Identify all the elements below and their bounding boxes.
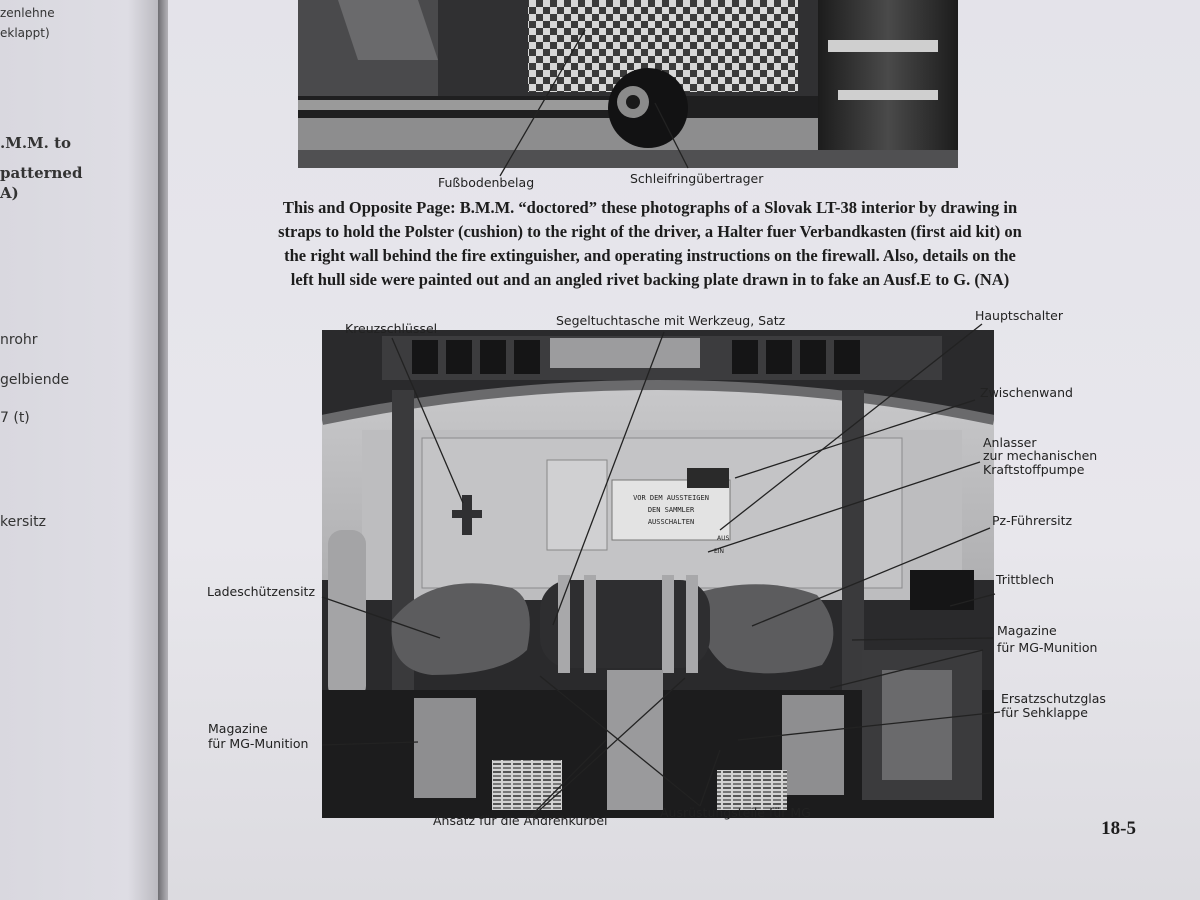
label-ersatzschutzglas-2: für Sehklappe — [1001, 705, 1088, 720]
left-fragment: .M.M. to — [0, 134, 72, 152]
switch-label: AUS — [717, 535, 730, 542]
label-magazine-right-1: Magazine — [997, 623, 1057, 638]
label-anlasser-line3: Kraftstoffpumpe — [983, 462, 1085, 477]
caption-line: left hull side were painted out and an angled rivet backing plate drawn in to fake an Ausf.E to G. (NA) — [290, 270, 1010, 289]
label-kreuzschluessel: Kreuzschlüssel — [345, 321, 438, 336]
label-anlasser-line1: Anlasser — [983, 435, 1037, 450]
label-magazine-left-2: für MG-Munition — [208, 736, 309, 751]
left-fragment: zenlehne — [0, 6, 55, 20]
label-segeltuchtasche: Segeltuchtasche mit Werkzeug, Satz — [556, 313, 786, 328]
switch-label: EIN — [714, 548, 725, 555]
left-fragment: patterned — [0, 164, 83, 182]
label-pz-fuehrersitz: Pz-Führersitz — [992, 513, 1073, 528]
page-number: 18-5 — [1101, 818, 1136, 839]
caption-line: straps to hold the Polster (cushion) to the right of the driver, a Halter fuer Verbandkasten (first aid kit) on — [278, 222, 1022, 241]
left-fragment: A) — [0, 184, 19, 202]
label-hauptschalter: Hauptschalter — [975, 308, 1063, 323]
label-trittblech: Trittblech — [996, 572, 1055, 587]
label-schleifringuebertrager: Schleifringübertrager — [630, 171, 764, 186]
label-ersatzschutzglas-1: Ersatzschutzglas — [1001, 691, 1106, 706]
label-ausruestungsteile: Ausrüstungsteile für MG — [660, 805, 811, 820]
left-fragment: gelbiende — [0, 372, 70, 388]
left-fragment: 7 (t) — [0, 410, 30, 426]
left-fragment: nrohr — [0, 332, 38, 348]
placard-line: VOR DEM AUSSTEIGEN — [633, 494, 709, 502]
label-ansatz-andrehkurbel: Ansatz für die Andrehkurbel — [433, 813, 608, 828]
label-anlasser-line2: zur mechanischen — [983, 448, 1098, 463]
label-zwischenwand: Zwischenwand — [980, 385, 1073, 400]
placard-line: DEN SAMMLER — [647, 506, 695, 514]
label-fussbodenbelag: Fußbodenbelag — [438, 175, 535, 190]
caption-line: This and Opposite Page: B.M.M. “doctored” these photographs of a Slovak LT-38 interior by drawing in — [282, 198, 1018, 217]
left-fragment: eklappt) — [0, 26, 50, 40]
placard-line: AUSSCHALTEN — [647, 518, 695, 526]
label-magazine-left-1: Magazine — [208, 721, 268, 736]
caption-line: the right wall behind the fire extinguisher, and operating instructions on the firewall. Also, details on the — [284, 246, 1016, 265]
label-ladeschuetzensitz: Ladeschützensitz — [207, 584, 316, 599]
left-fragment: kersitz — [0, 514, 46, 530]
label-magazine-right-2: für MG-Munition — [997, 640, 1098, 655]
